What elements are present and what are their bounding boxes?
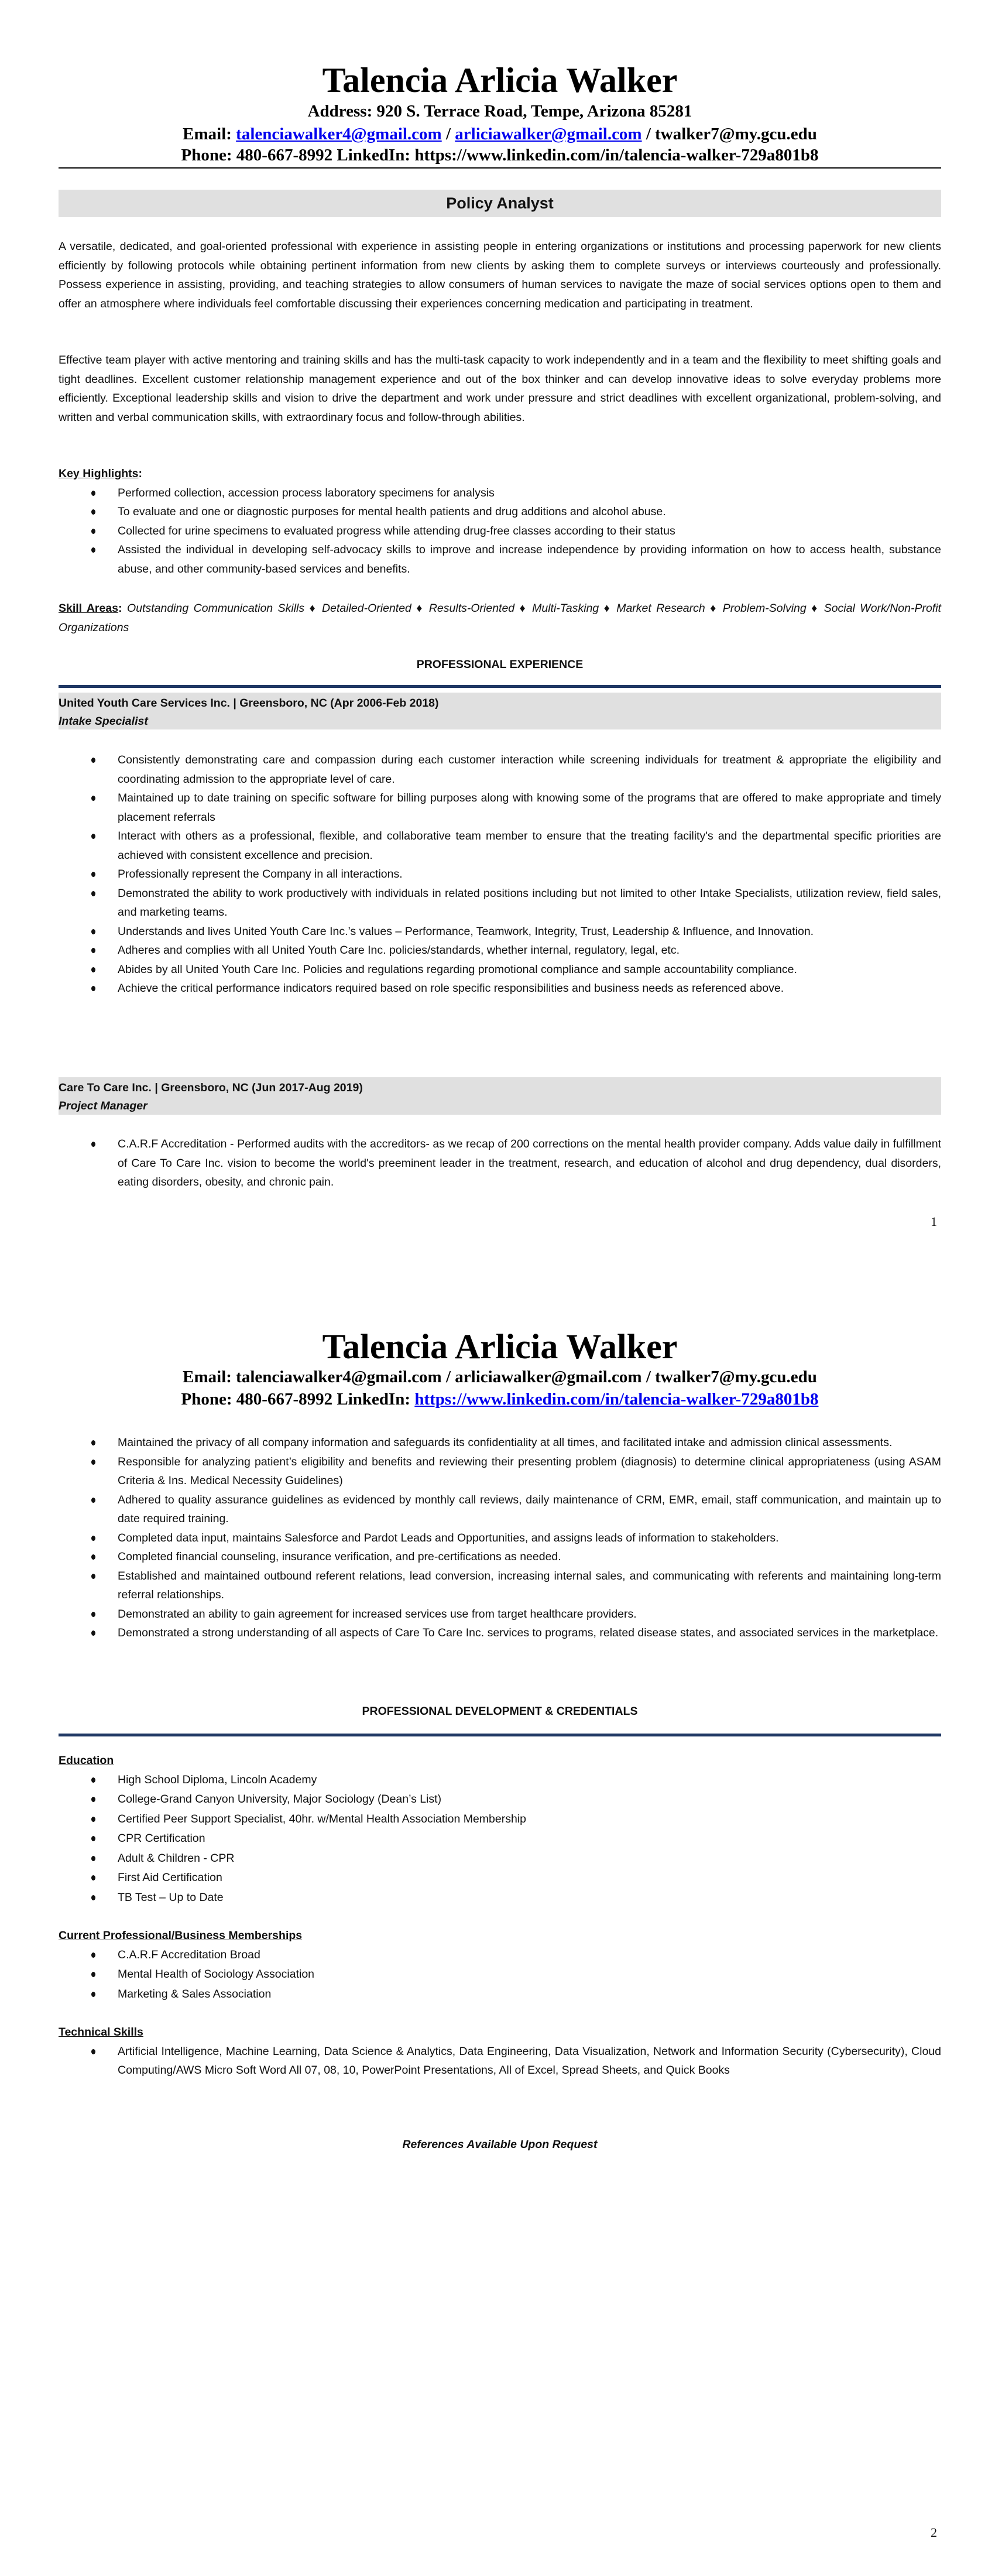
email-3: / twalker7@my.gcu.edu <box>641 125 817 143</box>
list-item: TB Test – Up to Date <box>59 1888 941 1908</box>
job-company: Care To Care Inc. | Greensboro, NC (Jun 2017-Aug 2019) <box>59 1081 363 1094</box>
list-item: Abides by all United Youth Care Inc. Policies and regulations regarding promotional compliance and sample accountability compliance. <box>59 960 941 979</box>
email-label: Email: <box>183 125 236 143</box>
list-item: First Aid Certification <box>59 1868 941 1888</box>
list-item: CPR Certification <box>59 1829 941 1849</box>
summary-paragraph-2 <box>59 351 941 427</box>
list-item: Demonstrated a strong understanding of all aspects of Care To Care Inc. services to programs, related disease states, and associated services in the marketplace. <box>59 1623 941 1643</box>
list-item: Assisted the individual in developing self-advocacy skills to improve and increase independence by providing information on how to access health, substance abuse, and other community-based services and benefits. <box>59 540 941 578</box>
email-line <box>59 124 941 145</box>
phone-label: Phone: 480-667-8992 LinkedIn: <box>181 1390 415 1409</box>
phone-linkedin-line <box>59 1389 941 1410</box>
job-title: Project Manager <box>59 1099 147 1112</box>
resume-name: Talencia Arlicia Walker <box>322 1327 678 1366</box>
page-number: 2 <box>931 2525 937 2540</box>
education-section <box>59 1751 941 1907</box>
phone-linkedin-line: Phone: 480-667-8992 LinkedIn: https://www.linkedin.com/in/talencia-walker-729a801b8 <box>181 146 819 165</box>
memberships-heading: Current Professional/Business Memberships <box>59 1929 303 1942</box>
list-item: Established and maintained outbound referent relations, lead conversion, increasing internal sales, and communicating with referents and maintaining long-term referral relationships. <box>59 1567 941 1605</box>
list-item: Demonstrated the ability to work productively with individuals in related positions including but not limited to other Intake Specialists, utilization review, field sales, and marketing teams. <box>59 884 941 922</box>
education-heading: Education <box>59 1754 114 1767</box>
skill-areas-text: Outstanding Communication Skills ♦ Detailed-Oriented ♦ Results-Oriented ♦ Multi-Tasking ♦ Market Research ♦ Problem-Solving ♦ Social Work/Non-Profit Organizations <box>59 602 941 634</box>
skill-areas <box>59 599 941 637</box>
header-divider <box>59 167 941 169</box>
email-link-2[interactable]: arliciawalker@gmail.com <box>455 125 642 143</box>
list-item: Certified Peer Support Specialist, 40hr. w/Mental Health Association Membership <box>59 1810 941 1830</box>
memberships-section <box>59 1926 941 2004</box>
address-line: Address: 920 S. Terrace Road, Tempe, Arizona 85281 <box>307 102 692 121</box>
credentials-heading: PROFESSIONAL DEVELOPMENT & CREDENTIALS <box>362 1705 638 1718</box>
list-item: Demonstrated an ability to gain agreement for increased services use from target healthcare providers. <box>59 1605 941 1624</box>
resume-name: Talencia Arlicia Walker <box>322 61 678 100</box>
job-company: United Youth Care Services Inc. | Greensboro, NC (Apr 2006-Feb 2018) <box>59 697 439 710</box>
list-item: To evaluate and one or diagnostic purposes for mental health patients and drug additions and alcohol abuse. <box>59 502 941 522</box>
list-item: Adult & Children - CPR <box>59 1849 941 1869</box>
list-item: Professionally represent the Company in all interactions. <box>59 865 941 884</box>
skill-areas-colon: : <box>118 602 128 615</box>
highlights-list <box>59 484 941 579</box>
list-item: Maintained up to date training on specific software for billing purposes along with knowing some of the programs that are offered to make appropriate and timely placement referrals <box>59 789 941 827</box>
email-link-1[interactable]: talenciawalker4@gmail.com <box>236 125 442 143</box>
page-number: 1 <box>931 1214 937 1229</box>
list-item: Completed data input, maintains Salesforce and Pardot Leads and Opportunities, and assigns leads of information to stakeholders. <box>59 1529 941 1548</box>
summary-text: Effective team player with active mentoring and training skills and has the multi-task capacity to work independently and in a team and the flexibility to meet shifting goals and tight deadlines. Excellent customer relationship management experience and out of the box thinker and can develop innovative ideas to solve everyday problems more efficiently. Exceptional leadership skills and vision to drive the department and work under pressure and strict deadlines with excellent organizational, problem-solving, and written and verbal communication skills, with extraordinary focus and follow-through abilities. <box>59 354 941 424</box>
heading-colon: : <box>138 467 143 480</box>
list-item: Understands and lives United Youth Care Inc.’s values – Performance, Teamwork, Integrity, Trust, Leadership & Influence, and Innovation. <box>59 922 941 941</box>
list-item: C.A.R.F Accreditation Broad <box>59 1945 941 1965</box>
email-separator: / <box>441 125 455 143</box>
email-line: Email: talenciawalker4@gmail.com / arliciawalker@gmail.com / twalker7@my.gcu.edu <box>183 1368 817 1386</box>
key-highlights-heading: Key Highlights <box>59 467 139 480</box>
key-highlights-section <box>59 464 941 578</box>
list-item: Consistently demonstrating care and compassion during each customer interaction while screening individuals for treatment & appropriate the eligibility and coordinating admission to the appropriate level of care. <box>59 751 941 789</box>
list-item: Achieve the critical performance indicators required based on role specific responsibilities and business needs as referenced above. <box>59 979 941 998</box>
experience-divider <box>59 685 941 688</box>
list-item: Interact with others as a professional, flexible, and collaborative team member to ensure that the treating facility's and the departmental specific priorities are achieved with consistent excellence and precision. <box>59 827 941 865</box>
job-title: Intake Specialist <box>59 715 148 728</box>
list-item: Marketing & Sales Association <box>59 1985 941 2005</box>
list-item: Completed financial counseling, insurance verification, and pre-certifications as needed. <box>59 1547 941 1567</box>
linkedin-link[interactable]: https://www.linkedin.com/in/talencia-walker-729a801b8 <box>414 1390 819 1409</box>
list-item: College-Grand Canyon University, Major Sociology (Dean’s List) <box>59 1790 941 1810</box>
list-item: Artificial Intelligence, Machine Learning, Data Science & Analytics, Data Engineering, Data Visualization, Network and Information Security (Cybersecurity), Cloud Computing/AWS Micro Soft Word All 07, 08, 10, PowerPoint Presentations, All of Excel, Spread Sheets, and Quick Books <box>59 2042 941 2080</box>
role-title-band <box>59 190 941 217</box>
list-item: Adhered to quality assurance guidelines as evidenced by monthly call reviews, daily maintenance of CRM, EMR, email, staff communication, and maintain up to date required training. <box>59 1491 941 1529</box>
list-item: Performed collection, accession process laboratory specimens for analysis <box>59 484 941 503</box>
credentials-divider <box>59 1734 941 1736</box>
experience-heading: PROFESSIONAL EXPERIENCE <box>416 658 584 671</box>
list-item: High School Diploma, Lincoln Academy <box>59 1770 941 1790</box>
technical-skills-section <box>59 2023 941 2080</box>
list-item: Adheres and complies with all United Youth Care Inc. policies/standards, whether internal, regulatory, legal, etc. <box>59 941 941 960</box>
job-bullets <box>59 1135 941 1192</box>
job-header <box>59 693 941 729</box>
list-item: Mental Health of Sociology Association <box>59 1965 941 1985</box>
list-item: C.A.R.F Accreditation - Performed audits with the accreditors- as we recap of 200 corrections on the mental health provider company. Adds value daily in fulfillment of Care To Care Inc. vision to become the world's preeminent leader in the treatment, research, and education of alcohol and drug dependency, dual disorders, eating disorders, obesity, and chronic pain. <box>59 1135 941 1192</box>
job-header <box>59 1077 941 1115</box>
list-item: Maintained the privacy of all company information and safeguards its confidentiality at all times, and facilitated intake and admission clinical assessments. <box>59 1433 941 1453</box>
role-title: Policy Analyst <box>446 194 554 212</box>
references-note: References Available Upon Request <box>402 2138 598 2151</box>
list-item: Collected for urine specimens to evaluated progress while attending drug-free classes according to their status <box>59 522 941 541</box>
job-bullets-continued <box>59 1433 941 1643</box>
job-bullets <box>59 751 941 998</box>
summary-paragraph-1 <box>59 237 941 313</box>
skill-areas-label: Skill Areas <box>59 602 119 615</box>
list-item: Responsible for analyzing patient’s eligibility and benefits and reviewing their presenting problem (diagnosis) to determine clinical appropriateness (using ASAM Criteria & Ins. Medical Necessity Guidelines) <box>59 1453 941 1491</box>
summary-text: A versatile, dedicated, and goal-oriented professional with experience in assisting people in entering organizations or institutions and processing paperwork for new clients efficiently by following protocols while obtaining pertinent information from new clients by asking them to complete surveys or interviews courteously and professionally. Possess experience in assisting, providing, and teaching strategies to allow consumers of human services to navigate the maze of social services options open to them and offer an atmosphere where individuals feel comfortable discussing their experiences concerning medication and participating in treatment. <box>59 240 941 310</box>
technical-skills-heading: Technical Skills <box>59 2026 143 2039</box>
